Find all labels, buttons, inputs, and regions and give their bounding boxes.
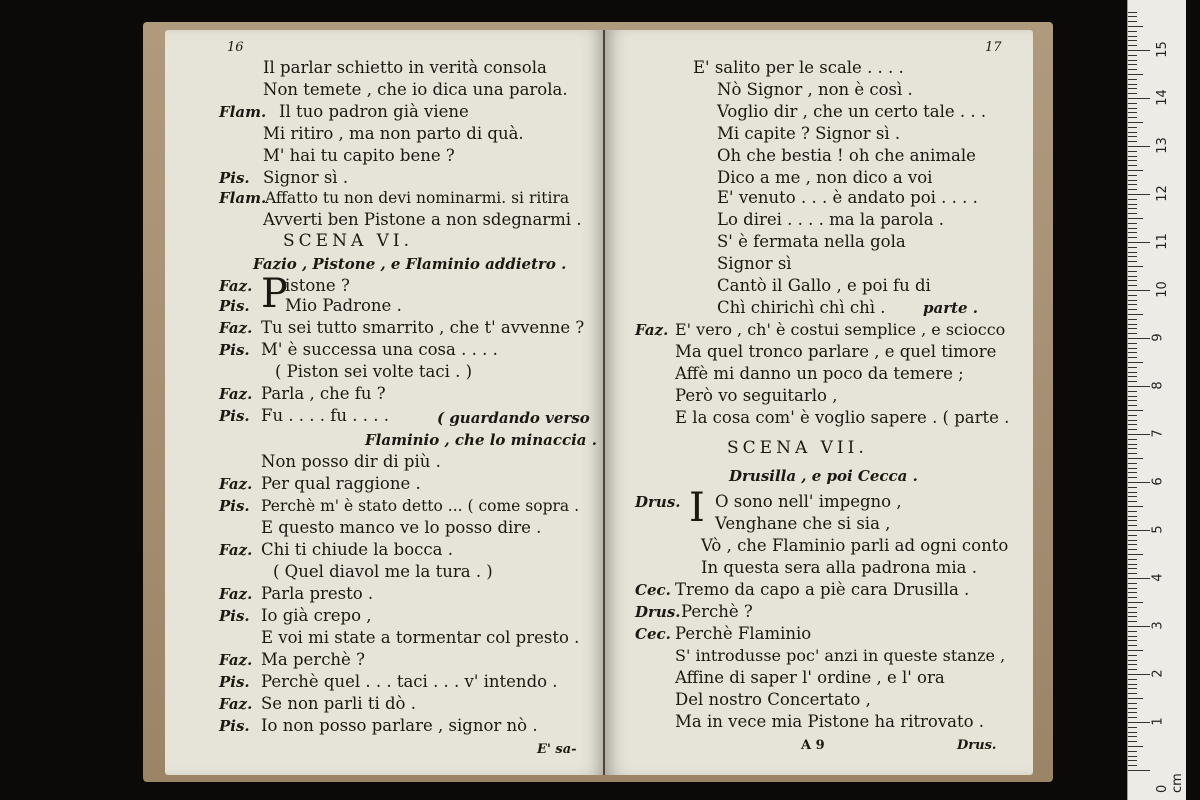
verse-line: Vò , che Flaminio parli ad ogni conto [701,536,1009,555]
ruler-tick [1128,36,1137,37]
ruler-tick [1128,108,1137,109]
ruler-tick [1128,640,1137,641]
ruler-tick [1128,112,1137,113]
verse-line: Io già crepo , [261,606,372,625]
ruler-tick [1128,535,1137,536]
ruler-tick [1128,770,1150,771]
ruler-tick [1128,285,1137,286]
dramatis-personae: Drusilla , e poi Cecca . [729,467,918,485]
verse-line: Ma perchè ? [261,650,365,669]
ruler-label: 10 [1154,281,1170,298]
ruler-tick [1128,578,1150,579]
speaker: Faz. [219,585,253,603]
verse-line: Non temete , che io dica una parola. [263,80,568,99]
speaker: Pis. [219,169,250,187]
ruler-tick [1128,208,1137,209]
left-page [165,30,605,775]
ruler-tick [1128,554,1143,555]
speaker: Pis. [219,717,250,735]
ruler-tick [1128,756,1137,757]
ruler-tick [1128,516,1137,517]
ruler-tick [1128,84,1137,85]
ruler-tick [1128,261,1137,262]
verse-line: Parla presto . [261,584,374,603]
ruler-tick [1128,496,1137,497]
ruler-label: 7 [1150,429,1166,438]
speaker: Faz. [219,385,253,403]
ruler-tick [1128,343,1137,344]
ruler-tick [1128,309,1137,310]
verse-line: Voglio dir , che un certo tale . . . [717,102,987,121]
ruler-label: 8 [1150,381,1166,390]
ruler-tick [1128,410,1143,411]
verse-line: Nò Signor , non è così . [717,80,913,99]
verse-line: Fu . . . . fu . . . . [261,406,389,425]
ruler-tick [1128,252,1137,253]
verse-line: Perchè Flaminio [675,624,812,643]
ruler-tick [1128,199,1137,200]
verse-line: S' è fermata nella gola [717,232,906,251]
speaker: Flam. [219,189,267,207]
stage-direction: ( guardando verso [437,409,590,427]
verse-line: Se non parli ti dò . [261,694,416,713]
ruler-tick [1128,213,1137,214]
ruler-tick [1128,664,1137,665]
ruler-tick [1128,573,1137,574]
ruler-tick [1128,487,1137,488]
ruler-tick [1128,189,1137,190]
ruler-tick [1128,338,1150,339]
ruler-tick [1128,223,1137,224]
ruler-tick [1128,74,1143,75]
verse-line: ( Piston sei volte taci . ) [275,362,473,381]
ruler-tick [1128,45,1137,46]
ruler-tick [1128,348,1137,349]
speaker: Drus. [635,603,681,621]
ruler-tick [1128,655,1137,656]
speaker: Pis. [219,497,250,515]
ruler-tick [1128,597,1137,598]
speaker: Flam. [219,103,267,121]
verse-line: Però vo seguitarlo , [675,386,838,405]
ruler-tick [1128,69,1137,70]
ruler-tick [1128,674,1150,675]
speaker: Faz. [219,319,253,337]
ruler-label: 1 [1150,717,1166,726]
verse-line: Chì chirichì chì chì . [717,298,886,317]
ruler-tick [1128,31,1137,32]
ruler-tick [1128,645,1137,646]
ruler-tick [1128,266,1143,267]
ruler-tick [1128,156,1137,157]
speaker: Faz. [219,475,253,493]
ruler-tick [1128,453,1137,454]
verse-line: Perchè quel . . . taci . . . v' intendo . [261,672,558,691]
stage-direction: Flaminio , che lo minaccia . [365,431,597,449]
ruler-tick [1128,26,1143,27]
ruler-tick [1128,79,1137,80]
ruler-tick [1128,127,1137,128]
speaker: Pis. [219,297,250,315]
ruler-tick [1128,506,1143,507]
verse-line: Chi ti chiude la bocca . [261,540,453,559]
ruler-tick [1128,712,1137,713]
ruler-label: 13 [1154,137,1170,154]
verse-line: ( Quel diavol me la tura . ) [273,562,493,581]
ruler-tick [1128,21,1137,22]
ruler-tick [1128,626,1150,627]
ruler-tick [1128,40,1137,41]
signature-mark: A 9 [801,738,825,753]
ruler-label: 12 [1154,185,1170,202]
ruler-tick [1128,592,1137,593]
ruler-tick [1128,520,1137,521]
verse-line: Affè mi danno un poco da temere ; [675,364,964,383]
ruler-tick [1128,304,1137,305]
ruler-tick [1128,170,1143,171]
catchword: Drus. [957,738,997,753]
ruler-tick [1128,352,1137,353]
ruler-tick [1128,434,1150,435]
ruler-tick [1128,717,1137,718]
verse-line: Oh che bestia ! oh che animale [717,146,976,165]
ruler-tick [1128,621,1137,622]
speaker: Faz. [219,541,253,559]
right-page [605,30,1033,775]
ruler-tick [1128,117,1137,118]
verse-line: Affatto tu non devi nominarmi. si ritira [265,189,570,207]
ruler-tick [1128,194,1150,195]
verse-line: E questo manco ve lo posso dire . [261,518,542,537]
ruler-tick [1128,732,1137,733]
ruler-tick [1128,64,1137,65]
verse-line: Affine di saper l' ordine , e l' ora [675,668,945,687]
ruler-tick [1128,333,1137,334]
ruler-tick [1128,540,1137,541]
ruler-tick [1128,439,1137,440]
verse-line: Ma in vece mia Pistone ha ritrovato . [675,712,985,731]
verse-line: O sono nell' impegno , [715,492,902,511]
ruler-tick [1128,300,1137,301]
verse-line: E' venuto . . . è andato poi . . . . [717,188,978,207]
ruler-tick [1128,448,1137,449]
ruler-tick [1128,588,1137,589]
ruler-tick [1128,12,1137,13]
ruler-tick [1128,722,1150,723]
speaker: Pis. [219,607,250,625]
ruler-tick [1128,492,1137,493]
ruler-tick [1128,232,1137,233]
ruler-tick [1128,660,1137,661]
ruler-tick [1128,180,1137,181]
ruler-tick [1128,472,1137,473]
verse-line: Perchè m' è stato detto ... ( come sopra . [261,497,579,515]
ruler-tick [1128,420,1137,421]
ruler-tick [1128,280,1137,281]
ruler-label: 0 cm [1155,773,1185,793]
speaker: Faz. [219,277,253,295]
ruler-tick [1128,132,1137,133]
speaker: Cec. [635,581,671,599]
ruler-tick [1128,636,1137,637]
verse-line: Il parlar schietto in verità consola [263,58,547,77]
ruler-tick [1128,736,1137,737]
ruler-tick [1128,88,1137,89]
scene-heading: SCENA VI. [283,231,414,251]
ruler-tick [1128,242,1150,243]
ruler-label: 2 [1150,669,1166,678]
ruler-tick [1128,386,1150,387]
ruler-tick [1128,607,1137,608]
verse-line: E' vero , ch' è costui semplice , e sciocco [675,320,1006,339]
ruler-tick [1128,650,1143,651]
measurement-ruler [1127,0,1186,800]
ruler-tick [1128,218,1143,219]
catchword: E' sa- [537,742,577,757]
verse-line: Dico a me , non dico a voi [717,168,933,187]
ruler-tick [1128,544,1137,545]
verse-line: Non posso dir di più . [261,452,441,471]
ruler-tick [1128,160,1137,161]
ruler-tick [1128,396,1137,397]
verse-line: In questa sera alla padrona mia . [701,558,977,577]
ruler-tick [1128,391,1137,392]
ruler-tick [1128,703,1137,704]
ruler-label: 6 [1150,477,1166,486]
speaker: Faz. [219,695,253,713]
page-number: 17 [985,40,1002,55]
verse-line: Tremo da capo a piè cara Drusilla . [675,580,970,599]
ruler-tick [1128,708,1137,709]
ruler-tick [1128,314,1143,315]
verse-line: Mi ritiro , ma non parto di quà. [263,124,524,143]
ruler-tick [1128,271,1137,272]
ruler-tick [1128,381,1137,382]
ruler-tick [1128,136,1137,137]
verse-line: E' salito per le scale . . . . [693,58,904,77]
ruler-tick [1128,583,1137,584]
verse-line: Signor sì . [263,168,349,187]
ruler-tick [1128,669,1137,670]
ruler-tick [1128,631,1137,632]
speaker: Pis. [219,341,250,359]
ruler-tick [1128,477,1137,478]
dramatis-personae: Fazio , Pistone , e Flaminio addietro . [253,255,567,273]
ruler-tick [1128,727,1137,728]
ruler-tick [1128,468,1137,469]
ruler-tick [1128,616,1137,617]
ruler-tick [1128,204,1137,205]
verse-line: Parla , che fu ? [261,384,386,403]
ruler-tick [1128,679,1137,680]
verse-line: M' è successa una cosa . . . . [261,340,498,359]
ruler-tick [1128,184,1137,185]
verse-line: Lo direi . . . . ma la parola . [717,210,945,229]
ruler-tick [1128,367,1137,368]
verse-line: Mio Padrone . [285,296,402,315]
ruler-tick [1128,103,1137,104]
ruler-tick [1128,424,1137,425]
speaker: Faz. [635,321,669,339]
ruler-tick [1128,530,1150,531]
ruler-tick [1128,405,1137,406]
verse-line: Del nostro Concertato , [675,690,871,709]
ruler-tick [1128,525,1137,526]
verse-line: Perchè ? [681,602,753,621]
ruler-tick [1128,760,1137,761]
ruler-tick [1128,50,1150,51]
verse-line: Ma quel tronco parlare , e quel timore [675,342,997,361]
ruler-tick [1128,568,1137,569]
ruler-tick [1128,482,1150,483]
ruler-tick [1128,290,1150,291]
ruler-tick [1128,295,1137,296]
verse-line: Per qual raggione . [261,474,421,493]
ruler-tick [1128,564,1137,565]
ruler-label: 14 [1154,89,1170,106]
speaker: Drus. [635,493,681,511]
verse-line: Signor sì [717,254,792,273]
ruler-tick [1128,511,1137,512]
ruler-tick [1128,93,1137,94]
ruler-tick [1128,319,1137,320]
ruler-tick [1128,256,1137,257]
ruler-tick [1128,444,1137,445]
speaker: Faz. [219,651,253,669]
ruler-tick [1128,429,1137,430]
ruler-tick [1128,765,1137,766]
verse-line: Mi capite ? Signor sì . [717,124,901,143]
ruler-tick [1128,328,1137,329]
ruler-tick [1128,324,1137,325]
ruler-label: 11 [1154,233,1170,250]
ruler-tick [1128,237,1137,238]
ruler-tick [1128,698,1143,699]
ruler-tick [1128,376,1137,377]
ruler-tick [1128,463,1137,464]
ruler-tick [1128,746,1143,747]
ruler-tick [1128,400,1137,401]
verse-line: M' hai tu capito bene ? [263,146,455,165]
ruler-tick [1128,55,1137,56]
verse-line: E voi mi state a tormentar col presto . [261,628,580,647]
verse-line: Cantò il Gallo , e poi fu di [717,276,931,295]
ruler-tick [1128,151,1137,152]
ruler-tick [1128,122,1143,123]
verse-line: E la cosa com' è voglio sapere . ( parte . [675,408,1010,427]
verse-line: Il tuo padron già viene [279,102,469,121]
verse-line: Avverti ben Pistone a non sdegnarmi . [263,210,582,229]
drop-cap: I [689,485,705,531]
ruler-tick [1128,458,1143,459]
ruler-tick [1128,372,1137,373]
ruler-tick [1128,276,1137,277]
ruler-tick [1128,98,1150,99]
verse-line: Tu sei tutto smarrito , che t' avvenne ? [261,318,585,337]
ruler-tick [1128,141,1137,142]
ruler-tick [1128,175,1137,176]
ruler-tick [1128,60,1137,61]
speaker: Pis. [219,673,250,691]
speaker: Cec. [635,625,671,643]
speaker: Pis. [219,407,250,425]
ruler-tick [1128,684,1137,685]
ruler-tick [1128,602,1143,603]
ruler-tick [1128,501,1137,502]
page-number: 16 [227,40,244,55]
ruler-tick [1128,741,1137,742]
verse-line: istone ? [285,276,350,295]
ruler-tick [1128,415,1137,416]
verse-line: Io non posso parlare , signor nò . [261,716,538,735]
drop-cap: P [261,271,288,317]
ruler-tick [1128,362,1143,363]
ruler-label: 4 [1150,573,1166,582]
ruler-tick [1128,559,1137,560]
ruler-label: 15 [1154,41,1170,58]
ruler-tick [1128,247,1137,248]
ruler-tick [1128,549,1137,550]
stage-direction: parte . [923,299,979,317]
ruler-tick [1128,693,1137,694]
ruler-tick [1128,146,1150,147]
verse-line: S' introdusse poc' anzi in queste stanze , [675,646,1006,665]
ruler-tick [1128,612,1137,613]
ruler-tick [1128,16,1137,17]
ruler-tick [1128,357,1137,358]
verse-line: Venghane che si sia , [715,514,891,533]
ruler-tick [1128,165,1137,166]
ruler-label: 9 [1150,333,1166,342]
ruler-tick [1128,751,1137,752]
ruler-label: 5 [1150,525,1166,534]
ruler-tick [1128,688,1137,689]
scene-heading: SCENA VII. [727,438,868,458]
ruler-label: 3 [1150,621,1166,630]
ruler-tick [1128,228,1137,229]
